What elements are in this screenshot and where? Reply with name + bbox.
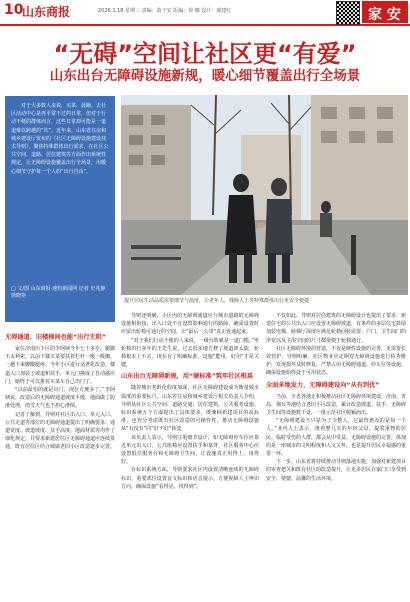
section-subheading: 无碍通道，旧楼梯间也能“出行无阻” (5, 334, 106, 341)
qr-code-icon (336, 1, 360, 25)
body-paragraph: 家住济南历下区的李阿姨今年七十多岁，腿脚不太利索，以前下楼买菜要扶着栏杆一级一级挪，一趟下来腰酸腿疼。今年小区进行适老化改造，楼道入口加装了坡道和扶手，单元门换成了自动感应门，她终于可以推着买菜车自己出门了。 (5, 346, 116, 385)
section-label-box (362, 1, 408, 43)
masthead-meta: 2026.1.18 星期三 责编：葛子安 版编：徐 娜 设计：郝建红 (98, 8, 232, 14)
subheadline: 山东出台无障碍设施新规，暖心细节覆盖出行全场景 (49, 68, 361, 84)
body-paragraph: 不仅如此，导则对居住建筑的无障碍设计也提出了要求：新建住宅的公共出入口应设置无障碍坡道，有条件的多层住宅鼓励加装电梯，候梯厅深度应满足轮椅回转需要；户门、卫生间门的净宽以及卫浴空间的尺寸都要便于轮椅通行。 (266, 313, 407, 344)
body-paragraph: “以前最怕的就是出门，现在方便多了。”李阿姨说，改造后的无障碍通道坡度平缓，地面做了防滑处理，雨雪天气也不担心滑倒。 (5, 387, 116, 410)
photo-illustration (121, 95, 408, 295)
body-paragraph: 该负责人表示，导则注重细节设计，如无障碍停车位应靠近单元出入口，公共座椅应设置扶手和靠背，社区服务中心应设置低位服务台和无障碍卫生间，让设施真正用得上、用得好。 (121, 434, 259, 466)
article-column-2 (121, 312, 259, 491)
masthead (0, 0, 410, 43)
body-paragraph: 导则还明确，小区内的无障碍通道应与城市道路的无障碍设施相衔接，出入口处不宜设置影响通行的路障，确需设置时应留出轮椅可通行的空间，让“最后一公里”真正连通起来。 (121, 313, 259, 336)
section-subheading: 全面多地发力，无障碍建设向“从有到优” (266, 381, 380, 389)
body-paragraph: “对于我们行动不便的人来说，一级台阶就是一道门槛。”坐轮椅出行多年的王先生说，过去很多地方修了坡道却太陡，轮椅根本上不去，现在有了明确标准，设施“能用、好用”才是关键。 (121, 337, 259, 369)
article-column-1 (5, 330, 115, 452)
photo-caption: 提升居民生活品质需要细节与温度，让老年人、残障人士等特殊群体出行更安全便捷 (124, 298, 310, 304)
byline: □ 文/图 山东商报·速豹新闻网 记者 史兆静 徐晓艳 (11, 286, 106, 299)
intro-box (5, 96, 115, 322)
body-paragraph: 社区无障碍环境的营造，不仅是硬件设施的完善，更需要长效管护。导则明确，社区物业应定期对无障碍设施进行检查维护，发现损坏及时修复，严禁占用无障碍通道、停车位等设施，确保设施始终处于可用状态。 (266, 345, 407, 377)
headline: “无碍”空间让社区更“有爱” (53, 40, 357, 68)
body-paragraph: “无障碍建设不只是为了少数人，它最终惠及的是每一个人。”业内人士表示，推着婴儿车的年轻父母、提着重物的居民、临时受伤的人群，都会从中受益。无障碍设施的完善，体现的是一座城市的文明程度和人文关怀，也是提升居民幸福感的重要一环。 (266, 418, 407, 458)
news-photo (121, 95, 408, 295)
body-paragraph: 记者了解到，导则对社区出入口、单元入口、公共走道等部位的无障碍通道提出了明确要求：通道宽度、坡道坡度、扶手高度、地面材质等均作了细化规定，并要求新建居住区无障碍通道应连续贯通，既有居住区结合城镇老旧小区改造逐步完善。 (5, 411, 116, 451)
article-column-3 (266, 312, 406, 483)
intro-text: 对于大多数人来说，买菜、晨跑、去社区活动中心是再平常不过的日常，但对于行动不便的群体而言，这些日常却可能是一道道难以跨越的“坎”。近年来，山东省住房和城乡建设厅发布的《社区无障碍设施建设技术导则》，聚焦特殊群体出行需求，在社区公共空间、道路、居住建筑等方面作出系统性规定，让无障碍设施覆盖出行全场景，用暖心细节守护每一个人的“出行自由”。 (11, 103, 109, 175)
page-number: 10 (4, 2, 24, 18)
body-paragraph: 随着城市老龄化程度加深，社区无障碍建设成为衡量城市温度的重要标尺。山东省住房和城乡建设厅相关负责人介绍，导则从社区公共空间、道路交通、居住建筑、公共服务设施、标识系统五个方面提出了具体要求，既兼顾新建项目的高标准，也充分考虑既有社区改造的可操作性，推动无障碍设施从“有没有”向“好不好”转变。 (121, 385, 259, 433)
section-label: 家 安居 (368, 7, 401, 43)
body-paragraph: 下一步，山东省将持续推动导则落地实施，加强对新建项目的审查把关和既有社区的改造提升，让更多居民在家门口享受到安全、便捷、温馨的生活环境。 (266, 459, 407, 482)
body-paragraph: 当前，全省各地正积极推动社区无障碍环境建设，济南、青岛、烟台等地结合老旧小区改造，累计改造坡道、扶手、无障碍卫生间等设施数千处，一批示范社区脱颖而出。 (266, 393, 407, 417)
section-name: 山东商报 (22, 5, 71, 19)
body-paragraph: 在标识系统方面，导则要求社区内设置清晰连续的无障碍标识，重要部位设置盲文标识和语音提示，方便视障人士辨识方向，确保设施“看得见、找得到”。 (121, 467, 259, 490)
section-subheading: 山东出台无障碍新规，用“硬标准”筑牢社区根基 (121, 373, 253, 381)
